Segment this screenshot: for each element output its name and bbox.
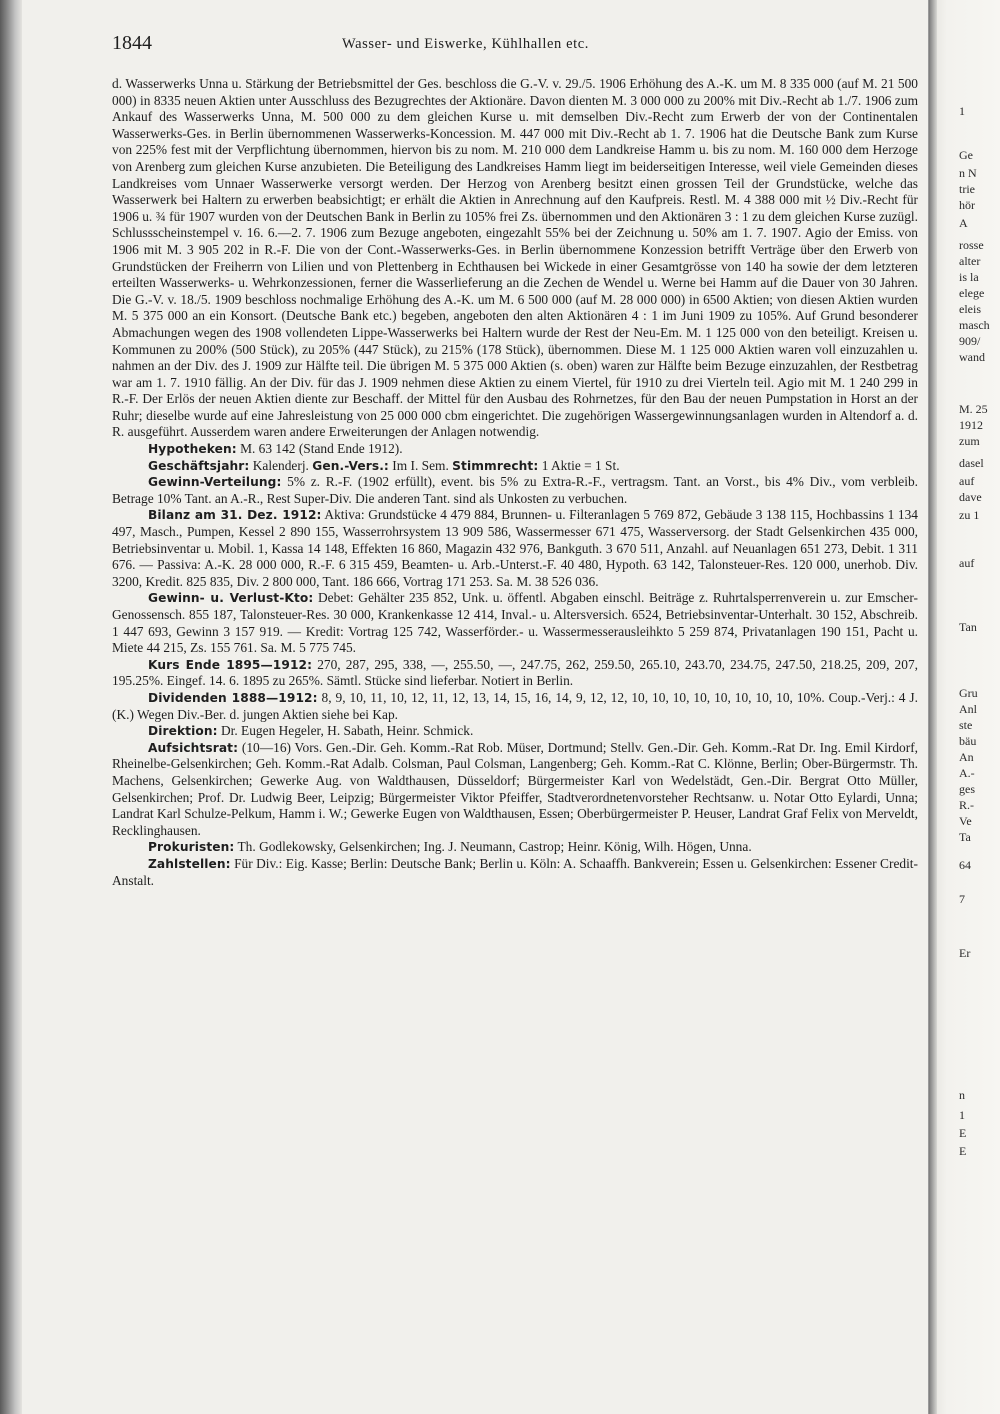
entry-label: Dividenden 1888—1912: xyxy=(148,690,318,705)
adjacent-fragment: auf xyxy=(959,556,975,570)
capital-history-paragraph: d. Wasserwerks Unna u. Stärkung der Betriebsmittel der Ges. beschloss die G.-V. v. 29./5. 1906 Erhöhung des A.-K. um M. 8 335 000 (auf M. 21 500 000) in 8335 neuen Aktien unter Ausschluss des Bezugrechtes der Aktionäre. Davon dienten M. 3 000 000 zu 200% mit Div.-Recht ab 1./7. 1906 zum Ankauf des Wasserwerks Unna, M. 500 000 zu dem gleichen Kurse u. mit demselben Div.-Recht zum Erwerb der von der Continentalen Wasserwerks-Ges. in Berlin übernommenen Wasserwerks-Koncession. M. 447 000 mit Div.-Recht ab 1. 7. 1906 hat die Deutsche Bank zum Kurse von 225% fest mit der Verpflichtung übernommen, hiervon bis zu nom. M. 210 000 dem Landkreise Hamm u. bis zu nom. M. 160 000 dem Herzoge von Arenberg zum gleichen Kurse anzubieten. Die Beteiligung des Landkreises Hamm liegt im beiderseitigen Interesse, weil viele Gemeinden dieses Landkreises vom Unnaer Wasserwerke versorgt werden. Der Herzog von Arenberg besitzt einen grossen Teil der Grundstücke, welche das Wasserwerk bei Haltern zu erwerben beabsichtigt; er erhält die Aktien in Anrechnung auf den Kaufpreis. Restl. M. 4 388 000 mit ½ Div.-Recht für 1906 u. ¾ für 1907 wurden von der Deutschen Bank in Berlin zu 105% frei Zs. übernommen und den Aktionären 3 : 1 zu dem gleichen Kurse zuzügl. Schlussscheinstempel v. 16. 6.—2. 7. 1906 zum Bezuge angeboten, eingezahlt 55% bei der Zeichnung u. 50% am 1. 7. 1907. Agio der Emiss. von 1906 mit M. 3 905 202 in R.-F. Die von der Cont.-Wasserwerks-Ges. in Berlin übernommene Konzession betrifft Verträge über den Erwerb von Grundstücken der Freiherrn von Lilien und von Plettenberg in Echthausen bei Wickede in einer Gesamtgrösse von 140 ha sowie der dem letzteren erteilten Wasserwerks- u. Wehrkonzessionen, ferner die Wasserlieferung an die Zechen de Wendel u. Werne bei Hamm auf die Dauer von 30 Jahren. Die G.-V. v. 18./5. 1909 beschloss nochmalige Erhöhung des A.-K. um M. 6 500 000 (auf M. 28 000 000) in 6500 Aktien; von diesen Aktien wurden M. 5 375 000 an ein Konsort. (Deutsche Bank etc.) begeben, angeboten den alten Aktionären 4 : 1 im Juni 1909 zu 105%. Auf Grund besonderer Abmachungen wegen des 1908 vollendeten Lippe-Wasserwerks bei Haltern wurde der Rest der Neu-Em. M. 1 125 000 von den beteiligt. Kreisen u. Kommunen zu 200% (500 Stück), zu 205% (447 Stück), zu 215% (178 Stück), übernommen. Diese M. 1 125 000 Aktien waren voll einzuzahlen u. nahmen an der Div. des J. 1909 zur Hälfte teil. Die übrigen M. 5 375 000 Aktien (s. oben) waren zur Hälfte beim Bezuge einzuzahlen, der Restbetrag war am 1. 7. 1910 fällig. An der Div. für das J. 1909 nehmen diese Aktien zu einem Viertel, für 1910 zu drei Vierteln teil. Agio mit M. 1 240 299 in R.-F. Der Erlös der neuen Aktien diente zur Beschaff. der Mittel für den Ausbau des Rohrnetzes, für den Bau der neuen Pumpstation in Horst an der Ruhr; dieselbe wurde auf eine Jahresleistung von 25 000 000 cbm eingerichtet. Die zugehörigen Wassergewinnungsanlagen wurden in Altendorf a. d. R. ausgeführt. Ausserdem waren andere Erweiterungen der Anlagen notwendig. xyxy=(112,76,918,440)
page-number: 1844 xyxy=(112,32,152,54)
adjacent-fragment: Tan xyxy=(959,620,977,634)
entry-text: Th. Godlekowsky, Gelsenkirchen; Ing. J. Neumann, Castrop; Heinr. König, Wilh. Högen, Unna. xyxy=(237,839,752,855)
adjacent-fragment: zu 1 xyxy=(959,508,980,522)
adjacent-fragment: auf xyxy=(959,474,975,488)
entry-label: Gen.-Vers.: xyxy=(312,458,389,473)
entry-label: Direktion: xyxy=(148,724,218,739)
adjacent-fragment: E xyxy=(959,1126,967,1140)
adjacent-fragment: dave xyxy=(959,490,982,504)
entry-label: Zahlstellen: xyxy=(148,856,231,871)
adjacent-fragment: A xyxy=(959,216,968,230)
entry-text: Aktiva: Grundstücke 4 479 884, Brunnen- u. Filteranlagen 5 769 872, Gebäude 3 138 115, Hochbassins 1 134 497, Masch., Pumpen, Kessel 2 890 155, Wasserrohrsystem 13 909 586, Wassermesser 671 475, Wasserversorg. der Stadt Gelsenkirchen 435 000, Betriebsinventar u. Mobil. 1, Kassa 14 148, Effekten 16 860, Magazin 432 976, Bankguth. 3 670 511, Anzahl. auf Neuanlagen 651 273, Debit. 1 311 676. — Passiva: A.-K. 28 000 000, R.-F. 6 315 459, Beamten- u. Arb.-Unterst.-F. 40 480, Hypoth. 63 142, Talonsteuer-Res. 120 000, unerhob. Div. 3200, Kredit. 825 835, Div. 2 800 000, Tant. 186 666, Vortrag 171 253. Sa. M. 38 526 036. xyxy=(112,507,918,589)
entry-text: Kalenderj. xyxy=(252,457,309,473)
running-title: Wasser- und Eiswerke, Kühlhallen etc. xyxy=(342,36,590,52)
adjacent-fragment: R.- xyxy=(959,798,974,812)
page-header xyxy=(112,32,912,58)
adjacent-fragment: Ta xyxy=(959,830,971,844)
adjacent-fragment: hör xyxy=(959,198,975,212)
entry-text: Debet: Gehälter 235 852, Unk. u. öffentl. Abgaben einschl. Beiträge z. Ruhrtalsperrenverein u. zur Emscher-Genossensch. 855 187, Talonsteuer-Res. 30 000, Krankenkasse 12 414, Inval.- u. Altersversich. 6524, Betriebsinventar-Unterhalt. 30 152, Abschreib. 1 447 693, Gewinn 3 157 919. — Kredit: Vortrag 125 742, Wasserförder.- u. Wassermesserausleihkto 5 259 874, Privatanlagen 190 151, Pacht u. Miete 44 215, Zs. 155 761. Sa. M. 5 775 745. xyxy=(112,590,918,656)
adjacent-fragment: alter xyxy=(959,254,981,268)
adjacent-fragment: is la xyxy=(959,270,979,284)
entry-gewinn-verlust-konto xyxy=(112,590,918,656)
adjacent-fragment: ste xyxy=(959,718,973,732)
adjacent-fragment: Ge xyxy=(959,148,973,162)
adjacent-fragment: elege xyxy=(959,286,985,300)
adjacent-fragment: Er xyxy=(959,946,971,960)
entry-text: Im I. Sem. xyxy=(392,457,449,473)
adjacent-fragment: A.- xyxy=(959,766,975,780)
entry-label: Stimmrecht: xyxy=(452,458,539,473)
adjacent-fragment: Gru xyxy=(959,686,978,700)
entry-dividenden xyxy=(112,690,918,723)
adjacent-fragment: zum xyxy=(959,434,980,448)
book-binding-shadow xyxy=(0,0,22,1414)
entry-label: Gewinn-Verteilung: xyxy=(148,475,282,490)
entry-text: 8, 9, 10, 11, 10, 12, 11, 12, 13, 14, 15, 16, 14, 9, 12, 12, 10, 10, 10, 10, 10, 10, 10, 10, 10%. Coup.-Verj.: 4 J. (K.) Wegen Div.-Ber. d. jungen Aktien siehe bei Kap. xyxy=(112,689,918,722)
entry-text: M. 63 142 (Stand Ende 1912). xyxy=(240,441,403,457)
entry-aufsichtsrat xyxy=(112,740,918,840)
entry-bilanz xyxy=(112,507,918,590)
adjacent-fragment: 1 xyxy=(959,1108,965,1122)
adjacent-fragment: n xyxy=(959,1088,965,1102)
entry-text: Dr. Eugen Hegeler, H. Sabath, Heinr. Schmick. xyxy=(220,723,474,739)
adjacent-fragment: 7 xyxy=(959,892,965,906)
entry-text: 5% z. R.-F. (1902 erfüllt), event. bis 5% zu Extra-R.-F., vertragsm. Tant. an Vorst., bis 4% Div., vom verbleib. Betrage 10% Tant. an A.-R., Rest Super-Div. Die anderen Tant. sind als Unkosten zu verbuchen. xyxy=(112,474,918,506)
entry-label: Hypotheken: xyxy=(148,442,237,457)
entry-label: Prokuristen: xyxy=(148,840,235,855)
adjacent-fragment: An xyxy=(959,750,974,764)
adjacent-fragment: 909/ xyxy=(959,334,981,348)
adjacent-fragment: E xyxy=(959,1144,967,1158)
entry-direktion xyxy=(112,723,918,740)
entry-zahlstellen xyxy=(112,856,918,889)
entry-prokuristen xyxy=(112,839,918,856)
adjacent-fragment: wand xyxy=(959,350,985,364)
adjacent-fragment: dasel xyxy=(959,456,984,470)
adjacent-fragment: M. 25 xyxy=(959,402,988,416)
adjacent-fragment: eleis xyxy=(959,302,981,316)
entry-label: Bilanz am 31. Dez. 1912: xyxy=(148,508,322,523)
adjacent-fragment: bäu xyxy=(959,734,977,748)
entry-text: Für Div.: Eig. Kasse; Berlin: Deutsche Bank; Berlin u. Köln: A. Schaaffh. Bankverein; Essen u. Gelsenkirchen: Essener Credit-Anstalt. xyxy=(112,855,918,888)
page-body xyxy=(112,76,918,889)
entry-hypotheken xyxy=(112,441,918,458)
entry-label: Gewinn- u. Verlust-Kto: xyxy=(148,591,314,606)
adjacent-fragment: 1 xyxy=(959,104,965,118)
entry-geschaeftsjahr xyxy=(112,458,918,475)
adjacent-page-gutter xyxy=(929,0,937,1414)
entry-label: Aufsichtsrat: xyxy=(148,740,239,755)
adjacent-fragment: Anl xyxy=(959,702,977,716)
adjacent-fragment: 64 xyxy=(959,858,971,872)
entry-text: 1 Aktie = 1 St. xyxy=(541,457,620,473)
adjacent-fragment: 1912 xyxy=(959,418,983,432)
adjacent-fragment: n N xyxy=(959,166,977,180)
entry-gewinn-verteilung xyxy=(112,474,918,507)
adjacent-fragment: masch xyxy=(959,318,990,332)
adjacent-fragment: rosse xyxy=(959,238,984,252)
adjacent-fragment: trie xyxy=(959,182,975,196)
entry-label: Geschäftsjahr: xyxy=(148,458,250,473)
entry-text: 270, 287, 295, 338, —, 255.50, —, 247.75, 262, 259.50, 265.10, 243.70, 234.75, 247.50, 218.25, 209, 207, 195.25%. Eingef. 14. 6. 1895 zu 265%. Sämtl. Stücke sind lieferbar. Notiert in Berlin. xyxy=(112,656,918,689)
entry-kurs xyxy=(112,657,918,690)
entry-label: Kurs Ende 1895—1912: xyxy=(148,657,313,672)
adjacent-fragment: Ve xyxy=(959,814,972,828)
adjacent-page-strip xyxy=(928,0,1000,1414)
adjacent-fragment: ges xyxy=(959,782,975,796)
entry-text: (10—16) Vors. Gen.-Dir. Geh. Komm.-Rat Rob. Müser, Dortmund; Stellv. Gen.-Dir. Geh. Komm.-Rat Dr. Ing. Emil Kirdorf, Rheinelbe-Gelsenkirchen; Geh. Komm.-Rat Adalb. Colsman, Paul Colsman, Langenberg; Geh. Komm.-Rat C. Klönne, Berlin; Ober-Bürgermstr. Th. Machens, Gelsenkirchen; Gewerke Aug. von Waldthausen, Düsseldorf; Bürgermeister Karl von Wedelstädt, Gen.-Dir. Bergrat Otto Müller, Gelsenkirchen; Prof. Dr. Ludwig Beer, Leipzig; Bürgermeister Viktor Pfeiffer, Stadtverordnetenvorsteher Rechtsanw. u. Notar Otto Eylardi, Unna; Landrat Karl Schulze-Pelkum, Hamm i. W.; Gewerke Eugen von Waldthausen, Essen; Oberbürgermeister P. Heuser, Landrat Graf Felix von Merveldt, Recklinghausen. xyxy=(112,739,918,838)
